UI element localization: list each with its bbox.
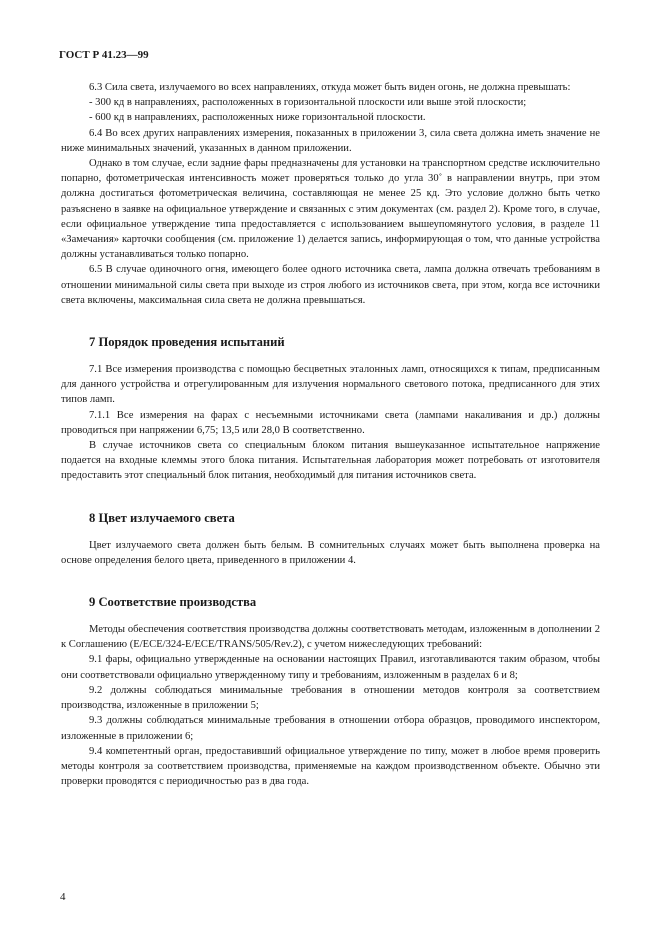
paragraph-however: Однако в том случае, если задние фары предназначены для установки на транспортном средстве исключительно попарно, фотометрическая интенсивность может проверяться только до угла 30˚ в направлении внутрь, при этом должна достигаться фотометрическая величина, составляющая не менее 25 кд. Это условие должно быть четко разъяснено в заявке на официальное утверждение и связанных с этим документах (см. раздел 2). Кроме того, в случае, если официальное утверждение типа предоставляется с использованием вышеупомянутого условия, в разделе 11 «Замечания» карточки сообщения (см. приложение 1) делается запись, информирующая о том, что данные устройства должны устанавливаться только попарно. bbox=[61, 158, 600, 261]
paragraph-9-1: 9.1 фары, официально утвержденные на основании настоящих Правил, изготавливаются таким образом, чтобы они соответствовали официально утвержденному типу и требованиям, изложенным в разделах 6 и 8; bbox=[61, 654, 600, 681]
document-header: ГОСТ Р 41.23—99 bbox=[59, 49, 149, 61]
section-8-title: 8 Цвет излучаемого света bbox=[89, 510, 235, 525]
section-9-title: 9 Соответствие производства bbox=[89, 595, 257, 610]
paragraph-9-intro: Методы обеспечения соответствия производства должны соответствовать методам, изложенным в дополнении 2 к Соглашению (E/ECE/324-E/ECE/TRANS/505/Rev.2), с учетом нижеследующих требований: bbox=[61, 624, 600, 651]
paragraph-9-2: 9.2 должны соблюдаться минимальные требования в отношении методов контроля за соответствием производства, изложенные в приложении 5; bbox=[61, 684, 600, 712]
paragraph-9-4: 9.4 компетентный орган, предоставивший официальное утверждение по типу, может в любое время проверить методы контроля за соответствием производства, применяемые на каждом производственном объекте. Обычно эти проверки проводятся с периодичностью раз в два года. bbox=[61, 745, 600, 788]
paragraph-9-3: 9.3 должны соблюдаться минимальные требования в отношении отбора образцов, проводимого инспектором, изложенные в приложении 6; bbox=[61, 715, 600, 742]
list-item-dash-1: - 300 кд в направлениях, расположенных в горизонтальной плоскости или выше этой плоскости; bbox=[89, 97, 527, 109]
paragraph-color: Цвет излучаемого света должен быть белым. В сомнительных случаях может быть выполнена проверка на основе определения белого цвета, приведенного в приложении 4. bbox=[61, 539, 600, 566]
paragraph-special-power: В случае источников света со специальным блоком питания вышеуказанное испытательное напряжение подается на входные клеммы этого блока питания. Испытательная лаборатория может потребовать от изготовителя предоставить этот специальный блок питания, необходимый для питания источников света. bbox=[61, 440, 600, 482]
paragraph-6-5: 6.5 В случае одиночного огня, имеющего более одного источника света, лампа должна отвечать требованиям в отношении минимальной силы света при выходе из строя любого из источников света, при этом, когда все источники света включены, максимальная сила света не должна превышаться. bbox=[61, 264, 600, 306]
document-body bbox=[61, 80, 600, 789]
page-number: 4 bbox=[60, 891, 66, 903]
section-7-title: 7 Порядок проведения испытаний bbox=[89, 335, 285, 350]
paragraph-6-3: 6.3 Сила света, излучаемого во всех направлениях, откуда может быть виден огонь, не должна превышать: bbox=[89, 82, 571, 93]
list-item-dash-2: - 600 кд в направлениях, расположенных ниже горизонтальной плоскости. bbox=[89, 112, 426, 124]
paragraph-6-4: 6.4 Во всех других направлениях измерения, показанных в приложении 3, сила света должна иметь значение не ниже минимальных значений, указанных в данном приложении. bbox=[61, 127, 600, 154]
paragraph-7-1: 7.1 Все измерения производства с помощью бесцветных эталонных ламп, относящихся к типам, предписанным для данного устройства и отрегулированным для излучения нормального светового потока, предписанного для этих типов ламп. bbox=[61, 364, 600, 406]
paragraph-7-1-1: 7.1.1 Все измерения на фарах с несъемными источниками света (лампами накаливания и др.) должны проводиться при напряжении 6,75; 13,5 или 28,0 В соответственно. bbox=[61, 409, 600, 436]
